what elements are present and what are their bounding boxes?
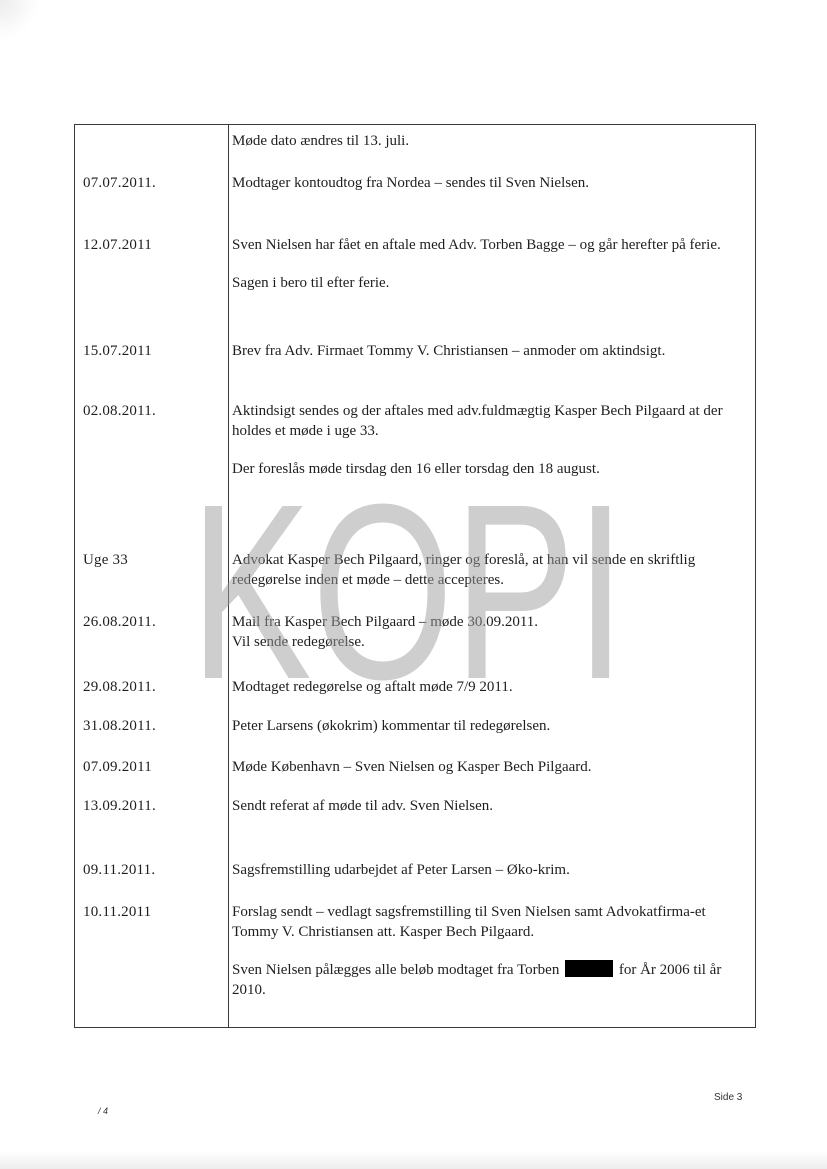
case-log-table	[74, 124, 756, 1028]
entry-paragraph: Der foreslås møde tirsdag den 16 eller torsdag den 18 august.	[232, 461, 600, 477]
entry-paragraph: Sendt referat af møde til adv. Sven Nielsen.	[232, 798, 494, 814]
entry-paragraph: Vil sende redegørelse.	[232, 634, 365, 650]
entry-0-text	[232, 131, 752, 151]
entry-2-date: 12.07.2011	[83, 237, 152, 253]
entry-paragraph: Brev fra Adv. Firmaet Tommy V. Christiansen – anmoder om aktindsigt.	[232, 343, 666, 359]
kopi-watermark-text: KOPI	[190, 497, 626, 683]
entry-8-text	[232, 716, 752, 736]
entry-5-text	[232, 550, 752, 590]
entry-paragraph: Modtager kontoudtog fra Nordea – sendes til Sven Nielsen.	[232, 175, 590, 191]
entry-11-date: 09.11.2011.	[83, 862, 156, 878]
entry-paragraph: Sagen i bero til efter ferie.	[232, 275, 390, 291]
entry-paragraph: Møde dato ændres til 13. juli.	[232, 133, 410, 149]
entry-paragraph: Mail fra Kasper Bech Pilgaard – møde 30.09.2011.	[232, 614, 539, 630]
entry-10-text	[232, 796, 752, 816]
entry-9-text	[232, 757, 752, 777]
entry-1-date: 07.07.2011.	[83, 175, 156, 191]
entry-paragraph: Advokat Kasper Bech Pilgaard, ringer og foreslå, at han vil sende en skriftlig redegørelse inden et møde – dette accepteres.	[232, 552, 696, 588]
entry-12-date: 10.11.2011	[83, 904, 152, 920]
redaction-bar	[565, 960, 613, 977]
entry-9-date: 07.09.2011	[83, 759, 152, 775]
entry-paragraph: Modtaget redegørelse og aftalt møde 7/9 2011.	[232, 679, 513, 695]
entry-paragraph: Aktindsigt sendes og der aftales med adv.fuldmægtig Kasper Bech Pilgaard at der holdes et møde i uge 33.	[232, 403, 723, 439]
entry-paragraph: Peter Larsens (økokrim) kommentar til redegørelsen.	[232, 718, 551, 734]
entry-paragraph: Sven Nielsen har fået en aftale med Adv. Torben Bagge – og går herefter på ferie.	[232, 237, 721, 253]
entry-2-text	[232, 235, 752, 293]
entry-5-date: Uge 33	[83, 552, 128, 568]
entry-4-text	[232, 401, 752, 479]
scan-edge-shadow	[0, 1151, 827, 1169]
entry-3-date: 15.07.2011	[83, 343, 152, 359]
entry-6-text	[232, 612, 752, 652]
entry-11-text	[232, 860, 752, 880]
entry-4-date: 02.08.2011.	[83, 403, 156, 419]
page-total: / 4	[98, 1106, 109, 1116]
entry-8-date: 31.08.2011.	[83, 718, 156, 734]
entry-12-text	[232, 902, 752, 1000]
entry-7-date: 29.08.2011.	[83, 679, 156, 695]
text-before-redaction: Sven Nielsen pålægges alle beløb modtaget fra Torben	[232, 962, 560, 978]
entry-paragraph: Møde København – Sven Nielsen og Kasper Bech Pilgaard.	[232, 759, 592, 775]
entry-7-text	[232, 677, 752, 697]
entry-3-text	[232, 341, 752, 361]
entry-10-date: 13.09.2011.	[83, 798, 156, 814]
entry-paragraph: Sagsfremstilling udarbejdet af Peter Larsen – Øko-krim.	[232, 862, 570, 878]
entry-paragraph: Forslag sendt – vedlagt sagsfremstilling til Sven Nielsen samt Advokatfirma-et Tommy V. Christiansen att. Kasper Bech Pilgaard.	[232, 904, 706, 940]
text-after-redaction: for År 2006 til år 2010.	[232, 962, 722, 998]
entry-paragraph-redacted	[232, 960, 752, 1000]
page-number: Side 3	[714, 1092, 743, 1103]
entry-6-date: 26.08.2011.	[83, 614, 156, 630]
column-divider	[228, 125, 229, 1027]
entry-1-text	[232, 173, 752, 193]
scan-shadow	[0, 0, 40, 40]
